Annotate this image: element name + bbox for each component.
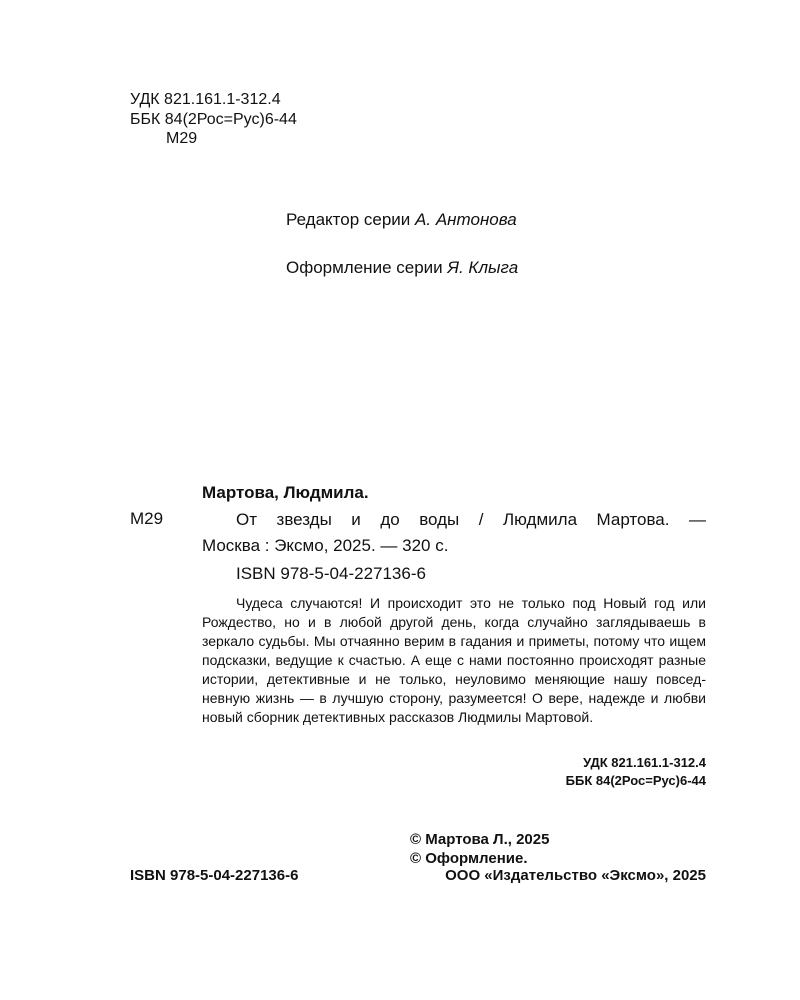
author-heading: Мартова, Людмила. <box>202 483 369 502</box>
bibliographic-description <box>202 507 706 559</box>
series-editor-credit <box>286 209 517 231</box>
copyright-author: © Мартова Л., 2025 <box>410 831 550 848</box>
bbk-code-bottom: ББК 84(2Рос=Рус)6-44 <box>565 773 706 788</box>
publication-statement: Москва : Эксмо, 2025. — 320 с. <box>202 536 449 555</box>
series-design-credit <box>286 257 518 279</box>
isbn-bottom: ISBN 978-5-04-227136-6 <box>130 867 299 884</box>
isbn-record: ISBN 978-5-04-227136-6 <box>236 564 426 583</box>
series-editor-name: А. Антонова <box>415 210 517 229</box>
author-code-record: М29 <box>130 509 164 528</box>
series-editor-label: Редактор серии <box>286 210 411 229</box>
udk-code-top: УДК 821.161.1-312.4 <box>130 91 281 108</box>
annotation-text: Чудеса случаются! И происходит это не только под Новый год или Рождество, но и в любой другой день, когда случайно заглядываешь в зеркало судьбы. Мы отчаянно верим в гадания и приметы, потому что ищем подсказки, ведущие к счастью. А еще с нами постоянно происходят разные истории, детективные и не только, неуловимо меняющие нашу повседневную жизнь — в лучшую сторону, разумеется! О вере, надежде и любви новый сборник детективных рассказов Людмилы Мартовой. <box>202 595 706 725</box>
copyright-design: © Оформление. <box>410 850 528 867</box>
copyright-publisher: ООО «Издательство «Эксмо», 2025 <box>445 867 706 884</box>
author-code-top: М29 <box>166 130 198 147</box>
bbk-code-top: ББК 84(2Рос=Рус)6-44 <box>130 111 297 128</box>
series-design-label: Оформление серии <box>286 258 443 277</box>
title-statement: От звезды и до воды / Людмила Мартова. — <box>236 510 706 529</box>
series-design-name: Я. Клыга <box>447 258 519 277</box>
udk-code-bottom: УДК 821.161.1-312.4 <box>583 755 706 770</box>
